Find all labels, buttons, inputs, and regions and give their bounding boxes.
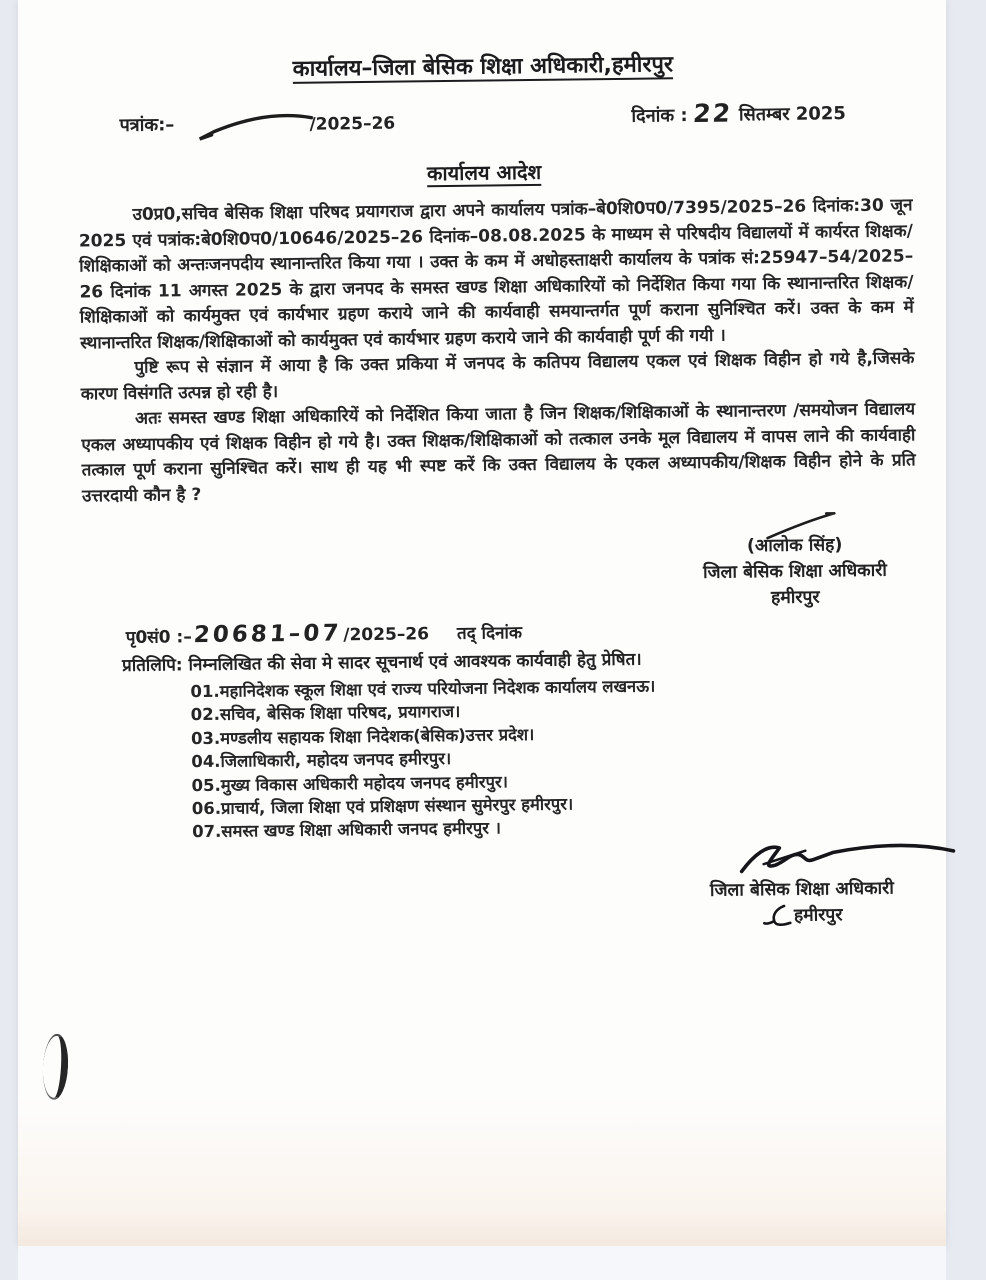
- date-label: दिनांक :: [631, 105, 688, 127]
- letter-number-year: /2025–26: [309, 113, 396, 135]
- body-paragraph-2: पुष्टि रूप से संज्ञान में आया है कि उक्त प्रकिया में जनपद के कतिपय विद्यालय एकल एवं शिक्षक विहीन हो गये है,जिसके कारण विसंगति उत्पन्न हो रही है।: [80, 348, 915, 404]
- letter-number-label: पत्रांक:–: [119, 114, 175, 137]
- signature-block-bottom: [649, 875, 956, 931]
- dispatch-suffix: तद् दिनांक: [456, 623, 523, 644]
- body-paragraph-3: अतः समस्त खण्ड शिक्षा अधिकारियें को निर्देशित किया जाता है जिन शिक्षक/शिक्षिकाओं के स्थानान्तरण /समयोजन विद्यालय एकल अध्यापकीय एवं शिक्षक विहीन हो गये है। उक्त शिक्षक/शिक्षिकाओं को तत्काल उनके मूल विद्यालय में वापस लाने की कार्यवाही तत्काल पूर्ण कराना सुनिश्चित करें। साथ ही यह भी स्पष्ट करें कि उक्त विद्यालय के एकल अध्यापकीय/शिक्षक विहीन होने के प्रति उत्तरदायी कौन है ?: [81, 399, 916, 506]
- dispatch-label: पृ0सं0 :–: [125, 627, 192, 648]
- body-paragraph-1: उ0प्र0,सचिव बेसिक शिक्षा परिषद प्रयागराज द्वारा अपने कार्यालय पत्रांक–बे0शि0प0/7395/2025–26 दिनांक:30 जून 2025 एवं पत्रांक:बे0शि0प0/10646/2025–26 दिनांक–08.08.2025 के माध्यम से परिषदीय विद्यालयों में कार्यरत शिक्षक/शिक्षिकाओं को अन्तःजनपदीय स्थानान्तरित किया गया । उक्त के कम में अधोहस्ताक्षरी कार्यालय के पत्रांक सं:25947–54/2025–26 दिनांक 11 अगस्त 2025 के द्वारा जनपद के समस्त खण्ड शिक्षा अधिकारियों को निर्देशित किया गया कि स्थानान्तरित शिक्षक/शिक्षिकाओं को कार्यमुक्त एवं कार्यभार ग्रहण कराये जाने की कार्यवाही समयान्तर्गत पूर्ण कराना सुनिश्चित करें। उक्त के कम में स्थानान्तरित शिक्षक/शिक्षिकाओं को कार्यमुक्त एवं कार्यभार ग्रहण कराये जाने की कार्यवाही पूर्ण की गयी ।: [78, 195, 914, 354]
- order-heading: कार्यालय आदेश: [426, 159, 542, 186]
- office-title: कार्यालय–जिला बेसिक शिक्षा अधिकारी,हमीरपुर: [292, 52, 674, 82]
- recipient-item: 04.जिलाधिकारी, महोदय जनपद हमीरपुर।: [191, 749, 452, 772]
- signatory-place: हमीरपुर: [793, 905, 843, 926]
- recipient-item: 05.मुख्य विकास अधिकारी महोदय जनपद हमीरपुर।: [191, 771, 509, 795]
- handwritten-dash-stroke-icon: [187, 111, 315, 145]
- date-day-handwritten: 22: [692, 98, 734, 129]
- dispatch-number-handwritten: 20681–07: [192, 620, 343, 649]
- recipient-item: 07.समस्त खण्ड शिक्षा अधिकारी जनपद हमीरपुर ।: [192, 818, 502, 842]
- handwritten-signature-scrawl-icon: [733, 835, 959, 880]
- paper-content-layer: [18, 0, 946, 1246]
- signature-block-officer: [655, 531, 936, 612]
- copy-forward-line: प्रतिलिपि: निम्नलिखित की सेवा मे सादर सूचनार्थ एवं आवश्यक कार्यवाही हेतु प्रेषित।: [121, 649, 642, 677]
- date-rest: सितम्बर 2025: [738, 103, 847, 126]
- dispatch-number-line: [126, 618, 523, 649]
- dispatch-year: /2025–26: [343, 624, 430, 646]
- letter-body: [78, 193, 916, 509]
- recipient-item: 01.महानिदेशक स्कूल शिक्षा एवं राज्य परियोजना निदेशक कार्यालय लखनऊ।: [190, 676, 656, 702]
- recipient-item: 06.प्राचार्य, जिला शिक्षा एवं प्रशिक्षण संस्थान सुमेरपुर हमीरपुर।: [191, 794, 574, 819]
- signatory-title: जिला बेसिक शिक्षा अधिकारी: [702, 560, 888, 583]
- recipient-item: 02.सचिव, बेसिक शिक्षा परिषद, प्रयागराज।: [190, 702, 461, 725]
- date-line: [631, 96, 846, 128]
- paper-bottom-edge: [18, 1246, 946, 1280]
- signatory-title: जिला बेसिक शिक्षा अधिकारी: [709, 878, 894, 901]
- paper-curl-crescent-mark-icon: [41, 1033, 70, 1100]
- letter-content: [18, 0, 961, 1252]
- signatory-place: हमीरपुर: [770, 587, 820, 609]
- handwritten-hook-stroke-icon: [762, 903, 792, 929]
- recipient-item: 03.मण्डलीय सहायक शिक्षा निदेशक(बेसिक)उत्तर प्रदेश।: [190, 724, 535, 748]
- recipient-list: [190, 675, 657, 845]
- signatory-name: (आलोक सिंह): [746, 535, 843, 557]
